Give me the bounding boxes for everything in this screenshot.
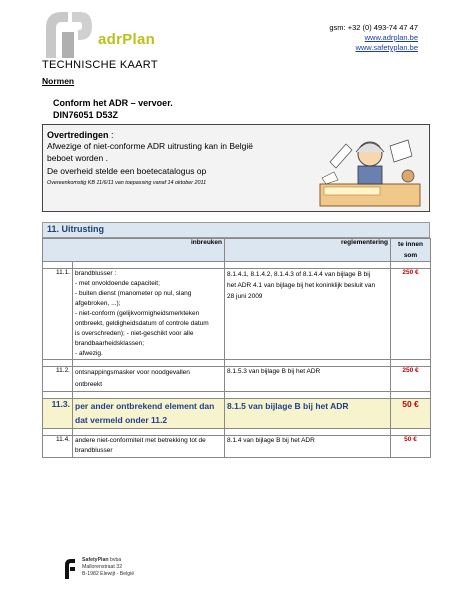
table-spacer [43, 429, 431, 436]
row-regulation: 8.1.5 van bijlage B bij het ADR [225, 399, 391, 429]
footer-city: B-1982 Elewijt - België [82, 571, 135, 577]
table-row [43, 436, 431, 458]
link-safetyplan[interactable]: www.safetyplan.be [355, 43, 418, 52]
table-spacer [43, 360, 431, 367]
link-adrplan[interactable]: www.adrplan.be [364, 33, 418, 42]
row-number: 11.2. [43, 367, 73, 392]
footer-company: SafetyPlan [82, 557, 109, 563]
table-spacer [43, 262, 431, 269]
row-regulation: 8.1.4.1, 8.1.4.2, 8.1.4.3 of 8.1.4.4 van bijlage B bij het ADR 4.1 van bijlage bij het koninklijk besluit van 28 juni 2009 [225, 269, 391, 360]
conform-line-1: Conform het ADR – vervoer. [53, 98, 173, 108]
table-spacer [43, 392, 431, 399]
page-subtitle: TECHNISCHE KAART [42, 59, 158, 71]
header-reglementering: reglementering [225, 239, 391, 262]
header-inbreuken: inbreuken [43, 239, 225, 262]
infringements-note: Overeenkomstig KB 11/6/11 van toepassing vanaf 14 oktober 2011 [47, 180, 207, 186]
infringements-line-3: De overheid stelde een boetecatalogus op [47, 166, 207, 176]
adrplan-logo-mark [42, 8, 94, 60]
table-row-highlighted [43, 399, 431, 429]
contact-phone: gsm: +32 (0) 493-74 47 47 [329, 23, 418, 32]
contact-block [329, 23, 418, 53]
cartoon-illustration [312, 132, 428, 210]
safetyplan-logo-mark [63, 557, 77, 581]
row-fine: 250 € [391, 367, 431, 392]
footer-street: Mallorenstraat 32 [82, 564, 123, 570]
table-header-row [43, 239, 431, 262]
footer-address: SafetyPlan bvba Mallorenstraat 32 B-1982 Elewijt - België [82, 557, 135, 577]
row-number: 11.1. [43, 269, 73, 360]
row-regulation: 8.1.4 van bijlage B bij het ADR [225, 436, 391, 458]
row-description: andere niet-conformiteit met betrekking tot de brandblusser [73, 436, 225, 458]
row-number: 11.3. [43, 399, 73, 429]
brand-name: adrPlan [98, 31, 156, 48]
infringements-title: Overtredingen : [47, 130, 114, 140]
normen-heading: Normen [42, 76, 75, 86]
row-description: brandblusser : - met onvoldoende capaciteit; - buiten dienst (manometer op nul, slang afgebroken, ...); - niet-conform (gelijkvormigheidsmerkteken ontbreekt, geldigheidsdatum of controle datum is overschreden); - niet-geschikt voor alle brandbaarheidsklassen; - afwezig. [73, 269, 225, 360]
row-fine: 250 € [391, 269, 431, 360]
table-row [43, 367, 431, 392]
row-regulation: 8.1.5.3 van bijlage B bij het ADR [225, 367, 391, 392]
infringements-line-2: beboet worden . [47, 153, 108, 163]
row-fine: 50 € [391, 436, 431, 458]
conform-text [53, 97, 173, 121]
section-title: 11. Uitrusting [47, 224, 105, 234]
table-row [43, 269, 431, 360]
infringements-line-1: Afwezige of niet-conforme ADR uitrusting kan in België [47, 141, 253, 151]
fines-table [42, 238, 431, 458]
row-number: 11.4. [43, 436, 73, 458]
row-fine: 50 € [391, 399, 431, 429]
row-description: ontsnappingsmasker voor noodgevallen ontbreekt [73, 367, 225, 392]
row-description: per ander ontbrekend element dan dat vermeld onder 11.2 [73, 399, 225, 429]
conform-line-2: DIN76051 D53Z [53, 110, 119, 120]
header-te-innen: te innen som [391, 239, 431, 262]
